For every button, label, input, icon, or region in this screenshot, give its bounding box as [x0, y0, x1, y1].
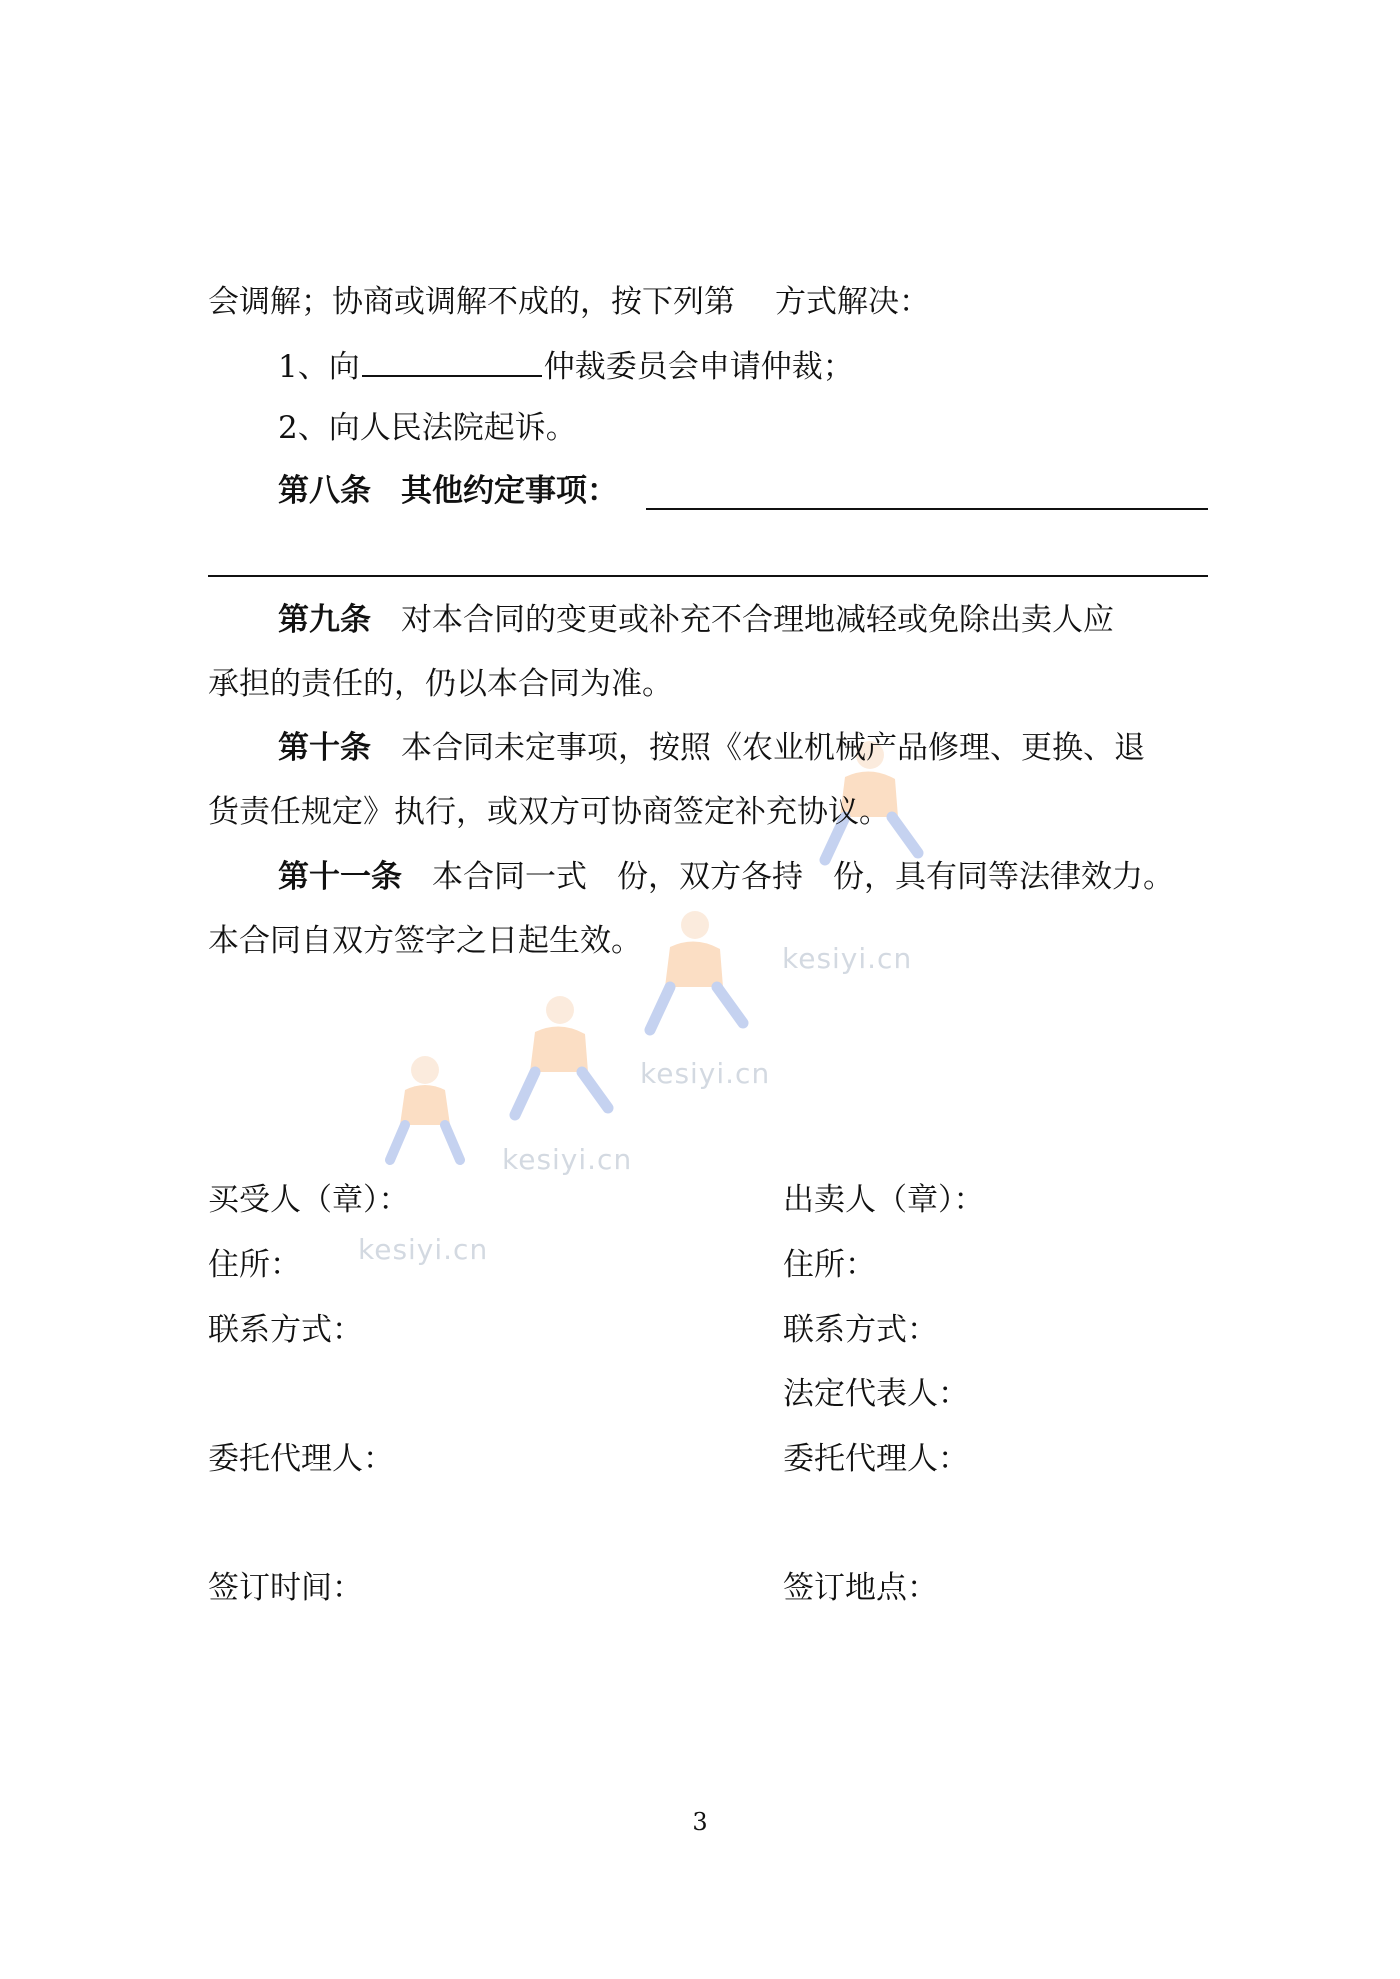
article-10 [278, 728, 1208, 768]
text-segment: 份，具有同等法律效力。 [833, 859, 1174, 895]
paragraph-line [208, 282, 1208, 322]
watermark-figure-icon [370, 1050, 480, 1170]
article-text: 其他约定事项： [401, 473, 618, 509]
buyer-agent-label: 委托代理人： [208, 1441, 394, 1477]
article-title: 第十一条 [278, 859, 402, 895]
article-text: 本合同未定事项，按照《农业机械产品修理、更换、退 [401, 730, 1145, 766]
buyer-seal-label: 买受人（章）： [208, 1182, 410, 1218]
article-title: 第十条 [278, 730, 371, 766]
article-title: 第九条 [278, 602, 371, 638]
text-segment: 仲裁委员会申请仲裁； [543, 349, 854, 385]
watermark-figure-icon [490, 990, 620, 1130]
text-segment: 方式解决： [775, 284, 930, 320]
text-segment: 会调解；协商或调解不成的，按下列第 [208, 284, 735, 320]
fill-in-blank[interactable] [362, 345, 542, 377]
sign-time-label: 签订时间： [208, 1570, 363, 1606]
watermark-text: kesiyi.cn [782, 942, 913, 975]
list-item: 2、向人民法院起诉。 [278, 410, 577, 446]
seller-seal-label: 出卖人（章）： [783, 1182, 985, 1218]
article-8 [278, 471, 1208, 511]
legal-rep-label: 法定代表人： [783, 1376, 969, 1412]
paragraph-line: 货责任规定》执行，或双方可协商签定补充协议。 [208, 794, 890, 830]
paragraph-line: 本合同自双方签字之日起生效。 [208, 923, 642, 959]
text-segment: 本合同一式 [432, 859, 587, 895]
article-title: 第八条 [278, 473, 371, 509]
fill-in-line[interactable] [208, 575, 1208, 577]
sign-place-label: 签订地点： [783, 1570, 938, 1606]
fill-in-line[interactable] [646, 508, 1208, 510]
seller-address-label: 住所： [783, 1247, 876, 1283]
watermark-text: kesiyi.cn [358, 1233, 489, 1266]
paragraph-line: 承担的责任的，仍以本合同为准。 [208, 666, 673, 702]
page-number: 3 [692, 1808, 708, 1836]
watermark-text: kesiyi.cn [502, 1143, 633, 1176]
text-segment: 份，双方各持 [617, 859, 803, 895]
seller-contact-label: 联系方式： [783, 1312, 938, 1348]
buyer-address-label: 住所： [208, 1247, 301, 1283]
buyer-contact-label: 联系方式： [208, 1312, 363, 1348]
article-text: 对本合同的变更或补充不合理地减轻或免除出卖人应 [401, 602, 1114, 638]
seller-agent-label: 委托代理人： [783, 1441, 969, 1477]
article-11 [278, 857, 1208, 897]
article-9 [278, 600, 1208, 640]
list-item [278, 345, 1208, 387]
watermark-text: kesiyi.cn [640, 1057, 771, 1090]
text-segment: 1、向 [278, 349, 360, 385]
